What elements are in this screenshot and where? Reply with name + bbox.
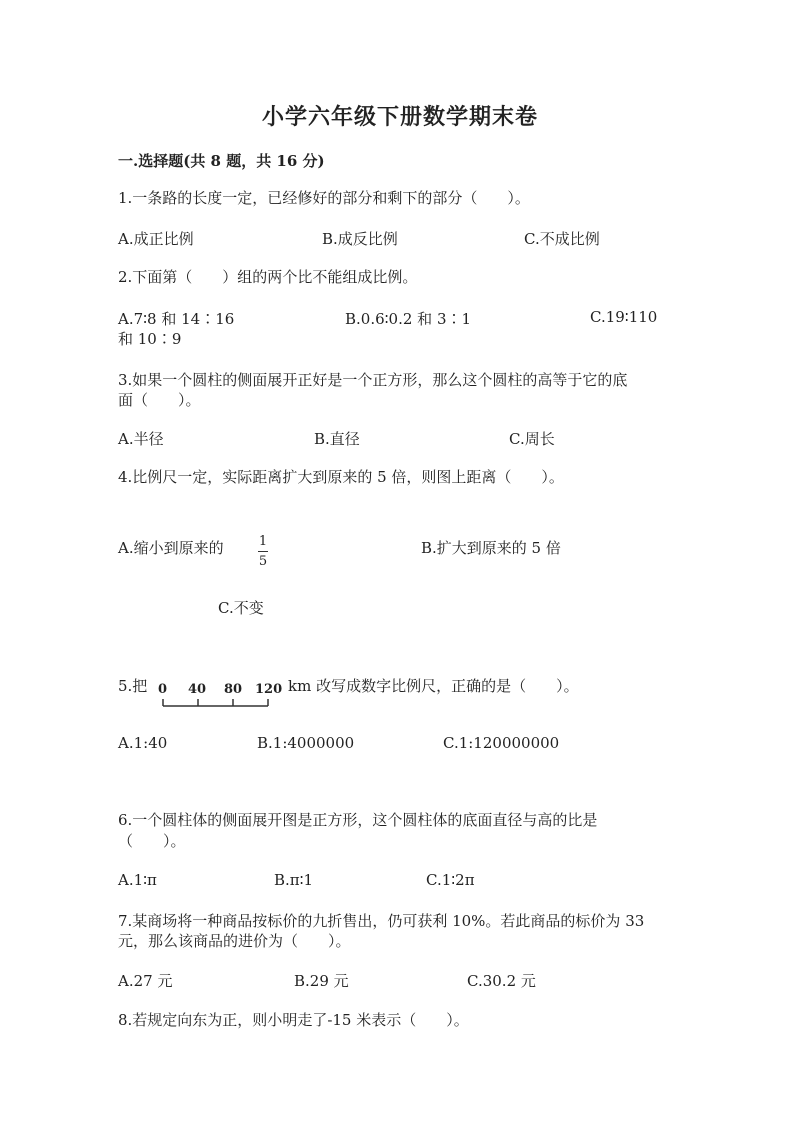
fraction-numerator: 1: [258, 534, 268, 549]
question-1-stem: 1.一条路的长度一定，已经修好的部分和剩下的部分（ ）。: [118, 189, 530, 207]
question-5-option-b: B.1:4000000: [257, 734, 355, 752]
question-3-stem-line-1: 3.如果一个圆柱的侧面展开正好是一个正方形，那么这个圆柱的高等于它的底: [118, 371, 628, 389]
fraction-denominator: 5: [258, 554, 268, 569]
question-2-option-a: A.7∶8 和 14∶16: [118, 310, 235, 328]
question-4-stem: 4.比例尺一定，实际距离扩大到原来的 5 倍，则图上距离（ ）。: [118, 468, 564, 486]
question-6-option-c: C.1∶2π: [426, 871, 475, 889]
question-4-option-b: B.扩大到原来的 5 倍: [421, 539, 561, 557]
fraction-one-fifth: [258, 531, 268, 568]
question-3-stem-line-2: 面（ ）。: [118, 391, 201, 409]
question-6-stem-line-2: （ ）。: [118, 832, 186, 850]
question-7-option-b: B.29 元: [294, 972, 349, 990]
question-3-option-b: B.直径: [314, 430, 360, 448]
question-5-stem-prefix: 5.把: [118, 677, 148, 695]
question-6-option-a: A.1∶π: [118, 871, 157, 889]
scale-label-0: 0: [158, 682, 168, 697]
question-7-stem-line-1: 7.某商场将一种商品按标价的九折售出，仍可获利 10%。若此商品的标价为 33: [118, 912, 645, 930]
question-1-option-a: A.成正比例: [118, 230, 194, 248]
question-6-option-b: B.π∶1: [274, 871, 314, 889]
question-1-option-c: C.不成比例: [524, 230, 600, 248]
scale-label-80: 80: [224, 682, 243, 697]
question-7-stem-line-2: 元，那么该商品的进价为（ ）。: [118, 932, 351, 950]
page-title: 小学六年级下册数学期末卷: [261, 104, 538, 130]
scale-bar: [158, 680, 283, 710]
question-3-option-a: A.半径: [118, 430, 164, 448]
section-heading: 一.选择题(共 8 题，共 16 分): [118, 152, 325, 170]
question-8-stem: 8.若规定向东为正，则小明走了-15 米表示（ ）。: [118, 1011, 469, 1029]
scale-label-40: 40: [188, 682, 207, 697]
question-5-option-a: A.1:40: [118, 734, 168, 752]
question-2-option-c-continued: 和 10∶9: [118, 330, 182, 348]
question-4-option-a: A.缩小到原来的: [118, 539, 224, 557]
scale-label-120: 120: [255, 682, 283, 697]
question-5-stem-suffix: km 改写成数字比例尺，正确的是（ ）。: [288, 677, 579, 695]
question-7-option-a: A.27 元: [118, 972, 173, 990]
question-7-option-c: C.30.2 元: [467, 972, 536, 990]
question-2-stem: 2.下面第（ ）组的两个比不能组成比例。: [118, 268, 418, 286]
question-2-option-c: C.19∶110: [590, 308, 658, 326]
question-1-option-b: B.成反比例: [322, 230, 398, 248]
question-5-option-c: C.1:120000000: [443, 734, 560, 752]
question-6-stem-line-1: 6.一个圆柱体的侧面展开图是正方形，这个圆柱体的底面直径与高的比是: [118, 811, 598, 829]
fraction-bar: [258, 551, 268, 552]
question-2-option-b: B.0.6∶0.2 和 3∶1: [345, 310, 472, 328]
question-4-option-c: C.不变: [218, 599, 264, 617]
question-3-option-c: C.周长: [509, 430, 555, 448]
scale-line: [158, 698, 278, 708]
